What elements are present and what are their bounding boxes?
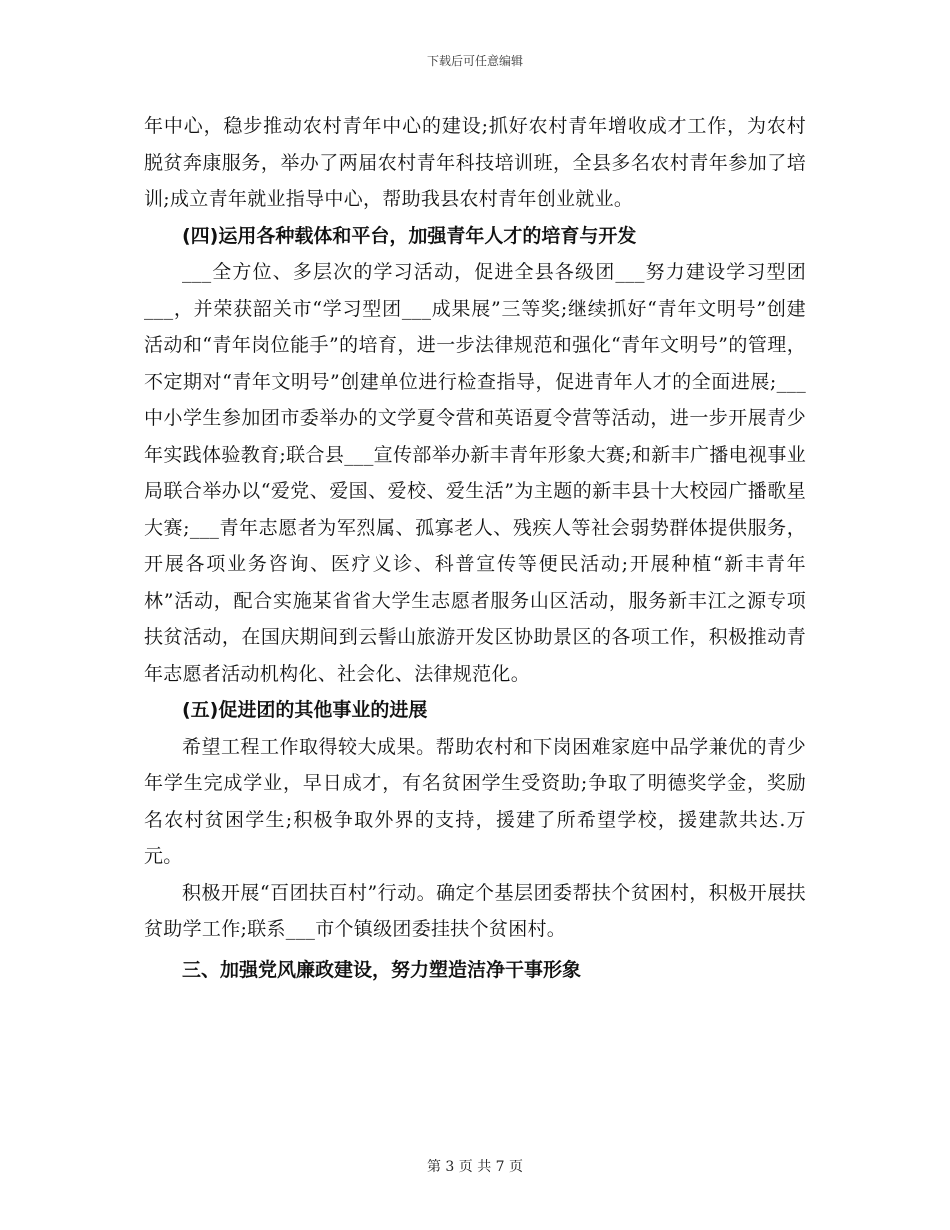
- paragraph-village-aid: 积极开展“百团扶百村”行动。确定个基层团委帮扶个贫困村，积极开展扶贫助学工作;联系___市个镇级团委挂扶个贫困村。: [144, 881, 806, 940]
- section-heading-5: (五)促进团的其他事业的进展: [182, 699, 428, 721]
- paragraph-talent-development: ___全方位、多层次的学习活动，促进全县各级团___努力建设学习型团___，并荣获韶关市“学习型团___成果展”三等奖;继续抓好“青年文明号”创建活动和“青年岗位能手”的培育，进一步法律规范和强化“青年文明号”的管理，不定期对“青年文明号”创建单位进行检查指导，促进青年人才的全面进展;___中小学生参加团市委举办的文学夏令营和英语夏令营等活动，进一步开展青少年实践体验教育;联合县___宣传部举办新丰青年形象大赛;和新丰广播电视事业局联合举办以“爱党、爱国、爱校、爱生活”为主题的新丰县十大校园广播歌星大赛;___青年志愿者为军烈属、孤寡老人、残疾人等社会弱势群体提供服务，开展各项业务咨询、医疗义诊、科普宣传等便民活动;开展种植“新丰青年林”活动，配合实施某省省大学生志愿者服务山区活动，服务新丰江之源专项扶贫活动，在国庆期间到云髻山旅游开发区协助景区的各项工作，积极推动青年志愿者活动机构化、社会化、法律规范化。: [144, 261, 806, 685]
- page-number: 第 3 页 共 7 页: [426, 1159, 524, 1175]
- paragraph-hope-project: 希望工程工作取得较大成果。帮助农村和下岗困难家庭中品学兼优的青少年学生完成学业，早日成才，有名贫困学生受资助;争取了明德奖学金，奖励名农村贫困学生;积极争取外界的支持，援建了所希望学校，援建款共达.万元。: [144, 735, 806, 867]
- page-header-note: 下载后可任意编辑: [426, 54, 523, 68]
- section-heading-4: (四)运用各种载体和平台，加强青年人才的培育与开发: [182, 224, 637, 247]
- document-body: [144, 108, 806, 988]
- paragraph-rural-youth: 年中心，稳步推动农村青年中心的建设;抓好农村青年增收成才工作，为农村脱贫奔康服务，举办了两届农村青年科技培训班，全县多名农村青年参加了培训;成立青年就业指导中心，帮助我县农村青年创业就业。: [144, 115, 806, 210]
- section-heading-3: 三、加强党风廉政建设，努力塑造洁净干事形象: [182, 958, 582, 981]
